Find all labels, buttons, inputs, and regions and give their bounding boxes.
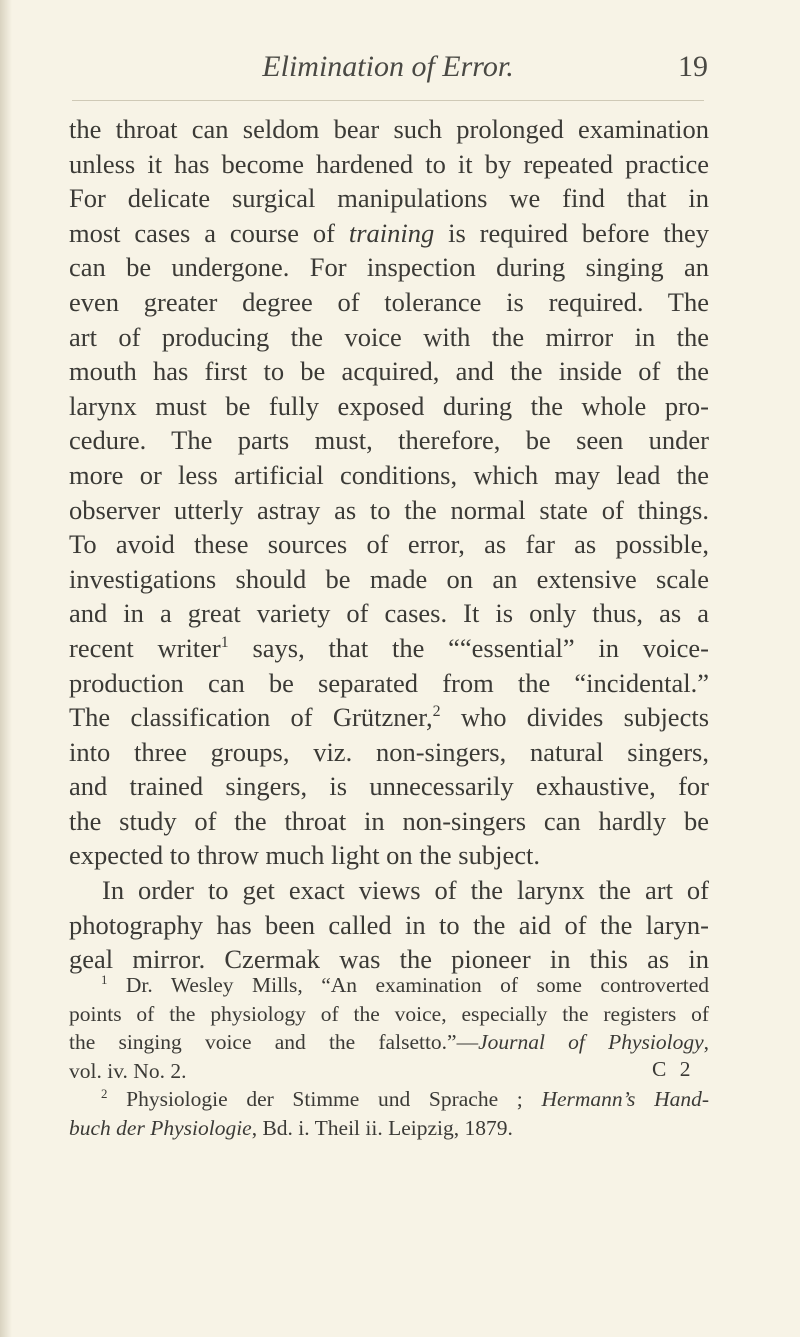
text-line: art of producing the voice with the mirror in the	[69, 321, 709, 352]
text-segment: ,	[703, 1030, 710, 1055]
text-line	[69, 631, 709, 666]
text-line: even greater degree of tolerance is required. The	[69, 286, 709, 317]
footnote-marker: 1	[101, 972, 108, 987]
text-line: observer utterly astray as to the normal state of things.	[69, 494, 709, 525]
text-line: and in a great variety of cases. It is only thus, as a	[69, 598, 709, 629]
page-number: 19	[678, 50, 708, 83]
text-segment: , Bd. i. Theil ii. Leipzig, 1879.	[251, 1115, 513, 1140]
text-segment: says, that the ““essential” in voice-	[252, 632, 710, 663]
signature-mark: C 2	[652, 1057, 695, 1081]
text-line: photography has been called in to the aid of the laryn-	[69, 909, 709, 940]
footnote-ref: 1	[220, 634, 229, 652]
footnotes	[69, 971, 709, 1143]
text-line: investigations should be made on an extensive scale	[69, 563, 709, 594]
text-segment: who divides subjects	[460, 702, 710, 733]
page-gutter-shadow	[0, 0, 12, 1337]
text-segment: most cases a course of	[69, 217, 335, 248]
footnote-line	[69, 1028, 709, 1057]
italic-journal-title: Journal of Physiology	[478, 1030, 704, 1055]
running-title: Elimination of Error.	[262, 50, 514, 83]
text-line: larynx must be fully exposed during the whole pro-	[69, 390, 709, 421]
text-line	[69, 700, 709, 735]
text-segment: is required before they	[448, 217, 709, 248]
text-line	[69, 216, 709, 251]
text-line: production can be separated from the “incidental.”	[69, 667, 709, 698]
text-segment: Dr. Wesley Mills, “An examination of some controverted	[125, 973, 709, 997]
text-segment: Physiologie der Stimme und Sprache ;	[126, 1087, 523, 1112]
footnote-line: points of the physiology of the voice, especially the registers of	[69, 1001, 709, 1026]
text-segment: recent writer	[69, 632, 221, 663]
text-line: In order to get exact views of the larynx the art of	[102, 875, 709, 906]
text-line: For delicate surgical manipulations we find that in	[69, 183, 709, 214]
footnote-marker: 2	[101, 1087, 108, 1102]
body-text	[69, 112, 709, 977]
text-line: geal mirror. Czermak was the pioneer in this as in	[69, 944, 709, 975]
italic-book-title: buch der Physiologie	[69, 1115, 252, 1140]
italic-word: training	[348, 217, 435, 248]
page-header	[68, 50, 708, 90]
footnote-line: vol. iv. No. 2.	[69, 1058, 187, 1083]
text-line: To avoid these sources of error, as far as possible,	[69, 529, 709, 560]
text-line: cedure. The parts must, therefore, be seen under	[69, 425, 709, 456]
text-line: the throat can seldom bear such prolonged examination	[69, 114, 709, 144]
footnote-line	[69, 971, 709, 1000]
text-line: more or less artificial conditions, which may lead the	[69, 459, 709, 490]
footnote-line	[69, 1114, 709, 1143]
text-line: unless it has become hardened to it by repeated practice	[69, 148, 709, 179]
italic-book-title: Hermann’s Hand-	[541, 1087, 710, 1112]
text-line: can be undergone. For inspection during singing an	[69, 252, 709, 283]
text-line: the study of the throat in non-singers can hardly be	[69, 805, 709, 836]
text-segment: the singing voice and the falsetto.”—	[69, 1030, 479, 1055]
text-line: into three groups, viz. non-singers, natural singers,	[69, 736, 709, 767]
footnote-line	[69, 1085, 709, 1114]
header-rule	[72, 100, 704, 101]
text-line: expected to throw much light on the subject.	[69, 840, 540, 871]
text-segment: The classification of Grützner,	[69, 702, 433, 733]
text-line: mouth has first to be acquired, and the inside of the	[69, 356, 709, 387]
text-line: and trained singers, is unnecessarily exhaustive, for	[69, 771, 709, 802]
footnote-ref: 2	[432, 703, 441, 721]
